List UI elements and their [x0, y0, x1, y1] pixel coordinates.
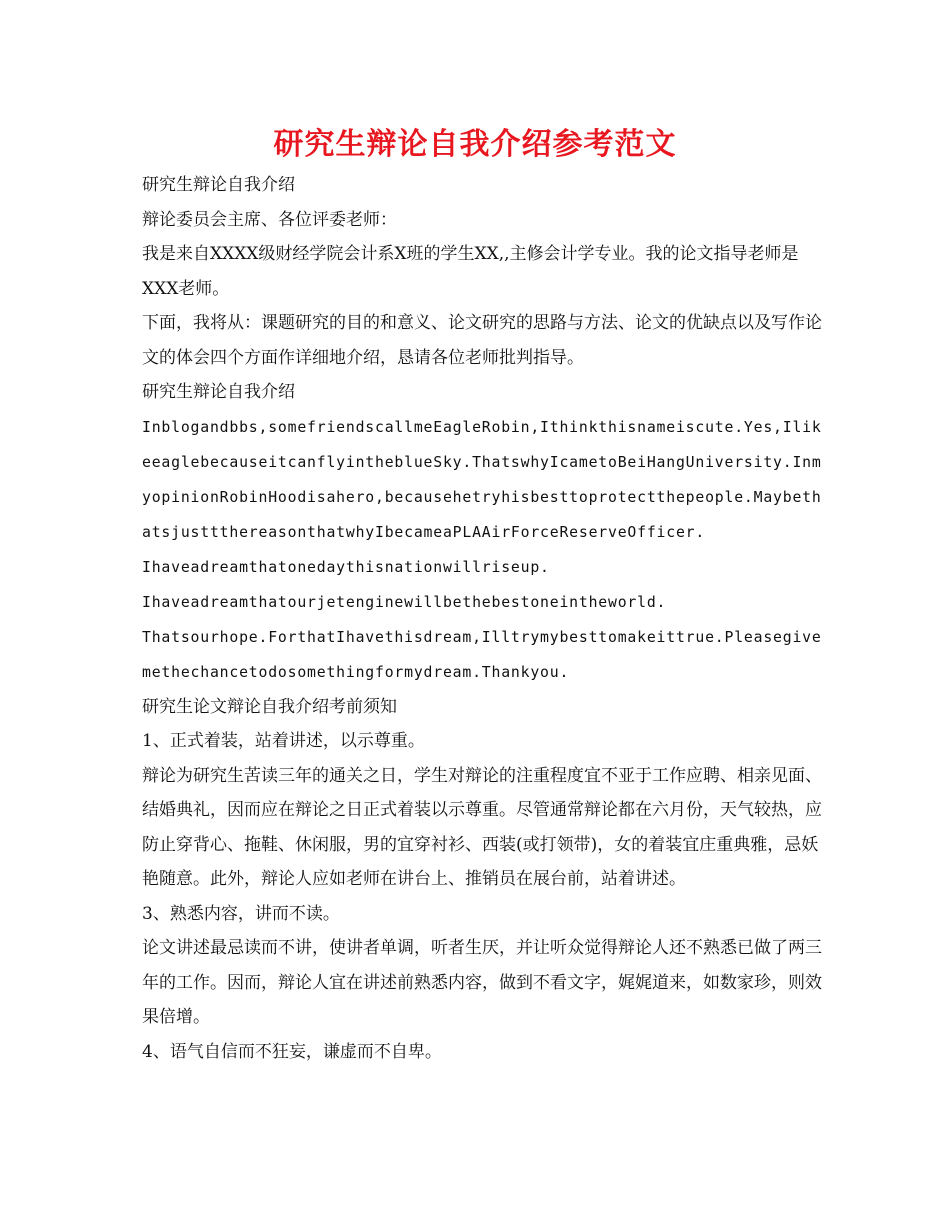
paragraph-salutation: 辩论委员会主席、各位评委老师：	[142, 209, 397, 230]
paragraph-heading-notes: 研究生论文辩论自我介绍考前须知	[142, 696, 397, 717]
paragraph-english-intro: Inblogandbbs,somefriendscallmeEagleRobin,Ithinkthisnameiscute.Yes,IlikeeaglebecauseitcanflyintheblueSky.ThatswhyIcametoBeiHangUniversity.InmyopinionRobinHoodisahero,becausehetryhisbesttoprotectthepeople.MaybethatsjusttthereasonthatwhyIbecameaPLAAirForceReserveOfficer.	[142, 418, 822, 541]
paragraph-note-3-detail: 论文讲述最忌读而不讲，使讲者单调，听者生厌，并让听众觉得辩论人还不熟悉已做了两三年的工作。因而，辩论人宜在讲述前熟悉内容，做到不看文字，娓娓道来，如数家珍，则效果倍增。	[142, 938, 822, 1027]
paragraph-heading-intro-2: 研究生辩论自我介绍	[142, 382, 295, 402]
paragraph-note-4: 4、语气自信而不狂妄，谦虚而不自卑。	[142, 1041, 442, 1062]
paragraph-note-1-detail: 辩论为研究生苦读三年的通关之日，学生对辩论的注重程度宜不亚于工作应聘、相亲见面、结婚典礼，因而应在辩论之日正式着装以示尊重。尽管通常辩论都在六月份，天气较热，应防止穿背心、拖鞋、休闲服，男的宜穿衬衫、西装(或打领带)，女的着装宜庄重典雅，忌妖艳随意。此外，辩论人应如老师在讲台上、推销员在展台前，站着讲述。	[142, 765, 822, 889]
paragraph-heading-intro: 研究生辩论自我介绍	[142, 175, 295, 195]
paragraph-note-3: 3、熟悉内容，讲而不读。	[142, 903, 340, 924]
paragraph-english-dream-2: Ihaveadreamthatourjetenginewillbethebestoneintheworld.	[142, 593, 667, 611]
paragraph-english-closing: Thatsourhope.ForthatIhavethisdream,Illtrymybesttomakeittrue.Pleasegivemethechancetodosomethingformydream.Thankyou.	[142, 628, 822, 681]
paragraph-english-dream-1: Ihaveadreamthatonedaythisnationwillriseup.	[142, 558, 550, 576]
paragraph-note-1: 1、正式着装，站着讲述，以示尊重。	[142, 731, 425, 751]
paragraph-self-intro: 我是来自XXXX级财经学院会计系X班的学生XX,,主修会计学专业。我的论文指导老师是XXX老师。	[142, 244, 799, 299]
document-body	[142, 168, 822, 1069]
document-title: 研究生辩论自我介绍参考范文	[273, 127, 677, 162]
paragraph-outline: 下面，我将从：课题研究的目的和意义、论文研究的思路与方法、论文的优缺点以及写作论文的体会四个方面作详细地介绍，恳请各位老师批判指导。	[142, 313, 822, 368]
